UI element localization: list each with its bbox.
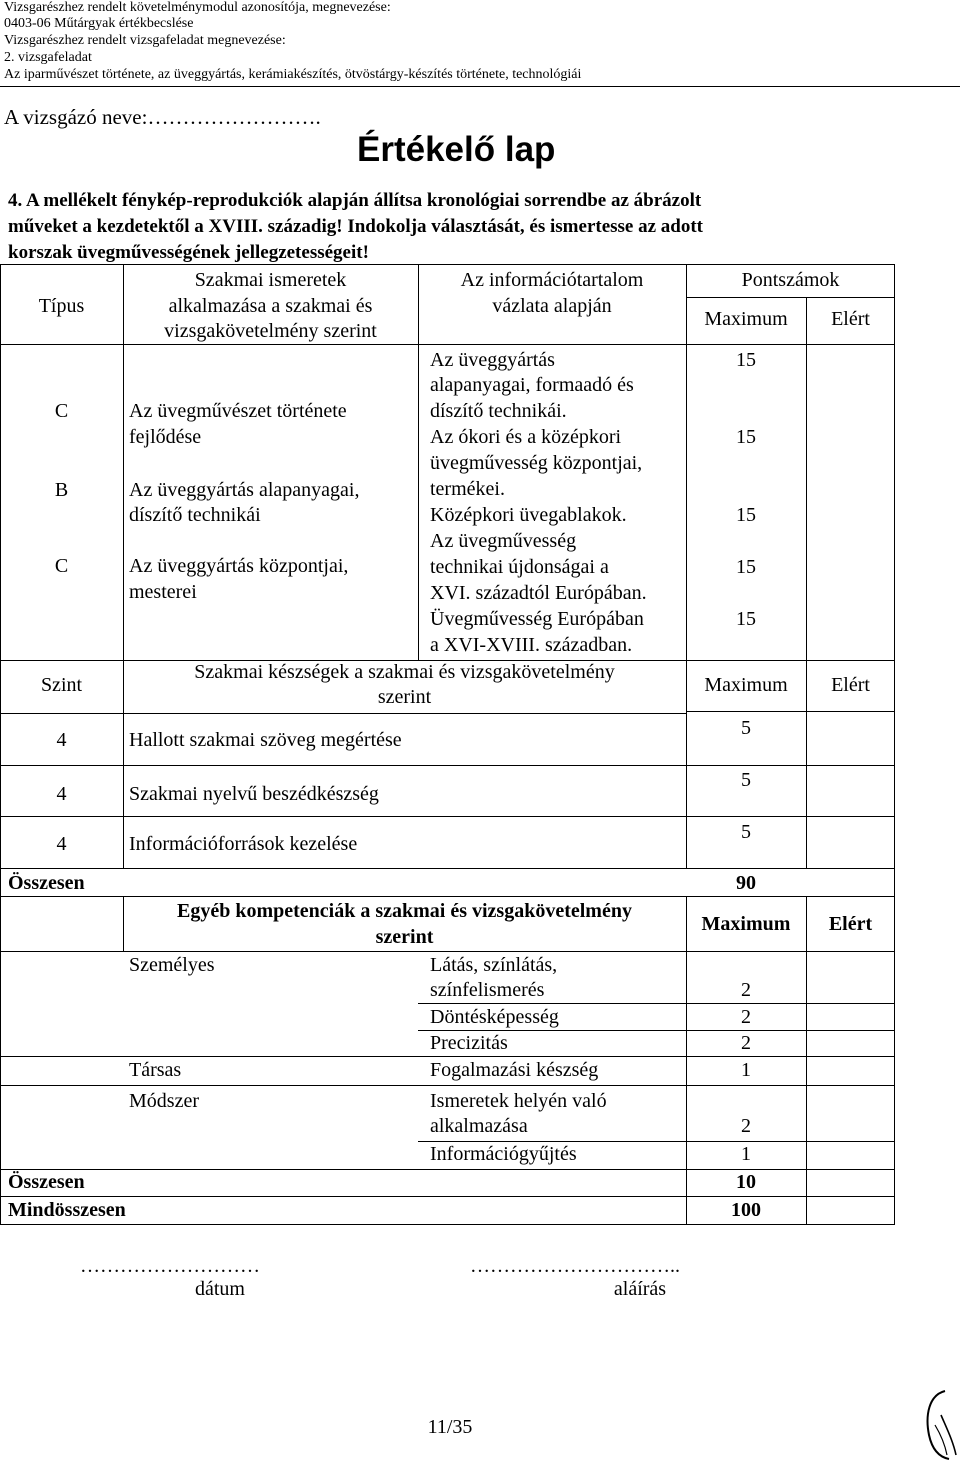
competency-item: Precizitás: [430, 1032, 508, 1054]
competency-item: Látás, színlátás,: [430, 954, 558, 976]
competency-max: 2: [741, 1006, 751, 1028]
info-line: Az ókori és a középkori: [430, 426, 622, 448]
competency-personal: Személyes: [129, 954, 215, 976]
date-dots: ………………………: [80, 1255, 260, 1277]
other-header-max: Maximum: [701, 913, 791, 935]
info-line: díszítő technikái.: [430, 400, 567, 422]
signature-dots: …………………………..: [470, 1255, 680, 1277]
skills-header-max: Maximum: [704, 674, 788, 696]
topic-2-line1: Az üveggyártás alapanyagai,: [129, 479, 360, 501]
info-line: a XVI-XVIII. században.: [430, 634, 633, 656]
subtotal-2-label: Összesen: [8, 1171, 85, 1193]
col-header-skills-3: vizsgakövetelmény szerint: [164, 320, 377, 342]
type-cell-1: C: [54, 400, 69, 422]
task-text-line3: korszak üvegművességének jellegzetességeit!: [8, 242, 369, 263]
type-cell-3: C: [54, 555, 69, 577]
signature-label: aláírás: [613, 1278, 667, 1300]
col-header-points: Pontszámok: [741, 269, 840, 291]
header-task-label: Vizsgarészhez rendelt vizsgafeladat megnevezése:: [4, 33, 286, 48]
col-header-skills-1: Szakmai ismeretek: [194, 269, 347, 291]
info-line: XVI. századtól Európában.: [430, 582, 647, 604]
task-text-line2: műveket a kezdetektől a XVIII. századig! Indokolja választását, és ismertesse az adott: [8, 216, 704, 237]
grand-total-label: Mindösszesen: [8, 1199, 126, 1221]
skill-name: Információforrások kezelése: [129, 833, 358, 855]
max-point-cell: 15: [736, 608, 756, 630]
skill-level: 4: [56, 783, 67, 805]
skill-level: 4: [56, 833, 67, 855]
skill-name: Szakmai nyelvű beszédkészség: [129, 783, 379, 805]
candidate-name-label: A vizsgázó neve:…………………….: [4, 105, 321, 129]
max-point-cell: 15: [736, 556, 756, 578]
skill-max: 5: [741, 769, 751, 791]
competency-item: alkalmazása: [430, 1115, 528, 1137]
header-module-label: Vizsgarészhez rendelt követelménymodul azonosítója, megnevezése:: [4, 0, 391, 15]
handwritten-signature-mark: [915, 1385, 960, 1463]
header-task-value: 2. vizsgafeladat: [4, 50, 92, 65]
competency-max: 2: [741, 1115, 751, 1137]
col-header-info-1: Az információtartalom: [460, 269, 644, 291]
skills-header-1: Szakmai készségek a szakmai és vizsgakövetelmény: [194, 661, 615, 683]
info-line: alapanyagai, formaadó és: [430, 374, 634, 396]
col-header-achieved: Elért: [831, 308, 870, 330]
topic-2-line2: díszítő technikái: [129, 504, 261, 526]
info-line: Az üveggyártás: [430, 349, 555, 371]
header-module-value: 0403-06 Műtárgyak értékbecslése: [4, 16, 194, 31]
skills-header-achieved: Elért: [831, 674, 870, 696]
col-header-info-2: vázlata alapján: [492, 295, 612, 317]
skill-max: 5: [741, 821, 751, 843]
skills-header-2: szerint: [377, 686, 432, 708]
competency-max: 2: [741, 979, 751, 1001]
page-number: 11/35: [427, 1416, 473, 1438]
task-text-line1: 4. A mellékelt fénykép-reprodukciók alapján állítsa kronológiai sorrendbe az ábrázolt: [8, 190, 702, 211]
skill-name: Hallott szakmai szöveg megértése: [129, 729, 402, 751]
header-divider: [0, 86, 960, 87]
competency-item: Fogalmazási készség: [430, 1059, 599, 1081]
max-point-cell: 15: [736, 426, 756, 448]
other-header-1: Egyéb kompetenciák a szakmai és vizsgakövetelmény: [177, 900, 632, 922]
col-header-type: Típus: [38, 295, 85, 317]
type-cell-2: B: [54, 479, 69, 501]
competency-max: 2: [741, 1032, 751, 1054]
col-header-max: Maximum: [704, 308, 788, 330]
date-label: dátum: [195, 1278, 245, 1300]
info-line: Középkori üvegablakok.: [430, 504, 627, 526]
max-point-cell: 15: [736, 349, 756, 371]
subtotal-2-value: 10: [736, 1171, 756, 1193]
topic-3-line2: mesterei: [129, 581, 197, 603]
topic-1-line2: fejlődése: [129, 426, 202, 448]
page-title: Értékelő lap: [357, 130, 556, 169]
col-header-skills-2: alkalmazása a szakmai és: [168, 295, 373, 317]
competency-item: Döntésképesség: [430, 1006, 559, 1028]
subtotal-1-label: Összesen: [8, 872, 85, 894]
info-line: Az üvegművesség: [430, 530, 577, 552]
skill-level: 4: [56, 729, 67, 751]
topic-3-line1: Az üveggyártás központjai,: [129, 555, 349, 577]
competency-max: 1: [741, 1059, 751, 1081]
info-line: technikai újdonságai a: [430, 556, 609, 578]
other-header-2: szerint: [375, 926, 434, 948]
header-task-description: Az iparművészet története, az üveggyártás, kerámiakészítés, ötvöstárgy-készítés története, technológiái: [4, 67, 582, 82]
competency-item: színfelismerés: [430, 979, 545, 1001]
info-line: Üvegművesség Európában: [430, 608, 644, 630]
info-line: üvegművesség központjai,: [430, 452, 643, 474]
competency-social: Társas: [129, 1059, 182, 1081]
topic-1-line1: Az üvegművészet története: [129, 400, 347, 422]
max-point-cell: 15: [736, 504, 756, 526]
competency-item: Ismeretek helyén való: [430, 1090, 607, 1112]
competency-method: Módszer: [129, 1090, 199, 1112]
competency-item: Információgyűjtés: [430, 1143, 577, 1165]
grand-total-value: 100: [731, 1199, 761, 1221]
info-line: termékei.: [430, 478, 505, 500]
skill-max: 5: [741, 717, 751, 739]
other-header-achieved: Elért: [828, 913, 873, 935]
subtotal-1-value: 90: [736, 872, 756, 894]
competency-max: 1: [741, 1143, 751, 1165]
skills-header-level: Szint: [40, 674, 83, 696]
